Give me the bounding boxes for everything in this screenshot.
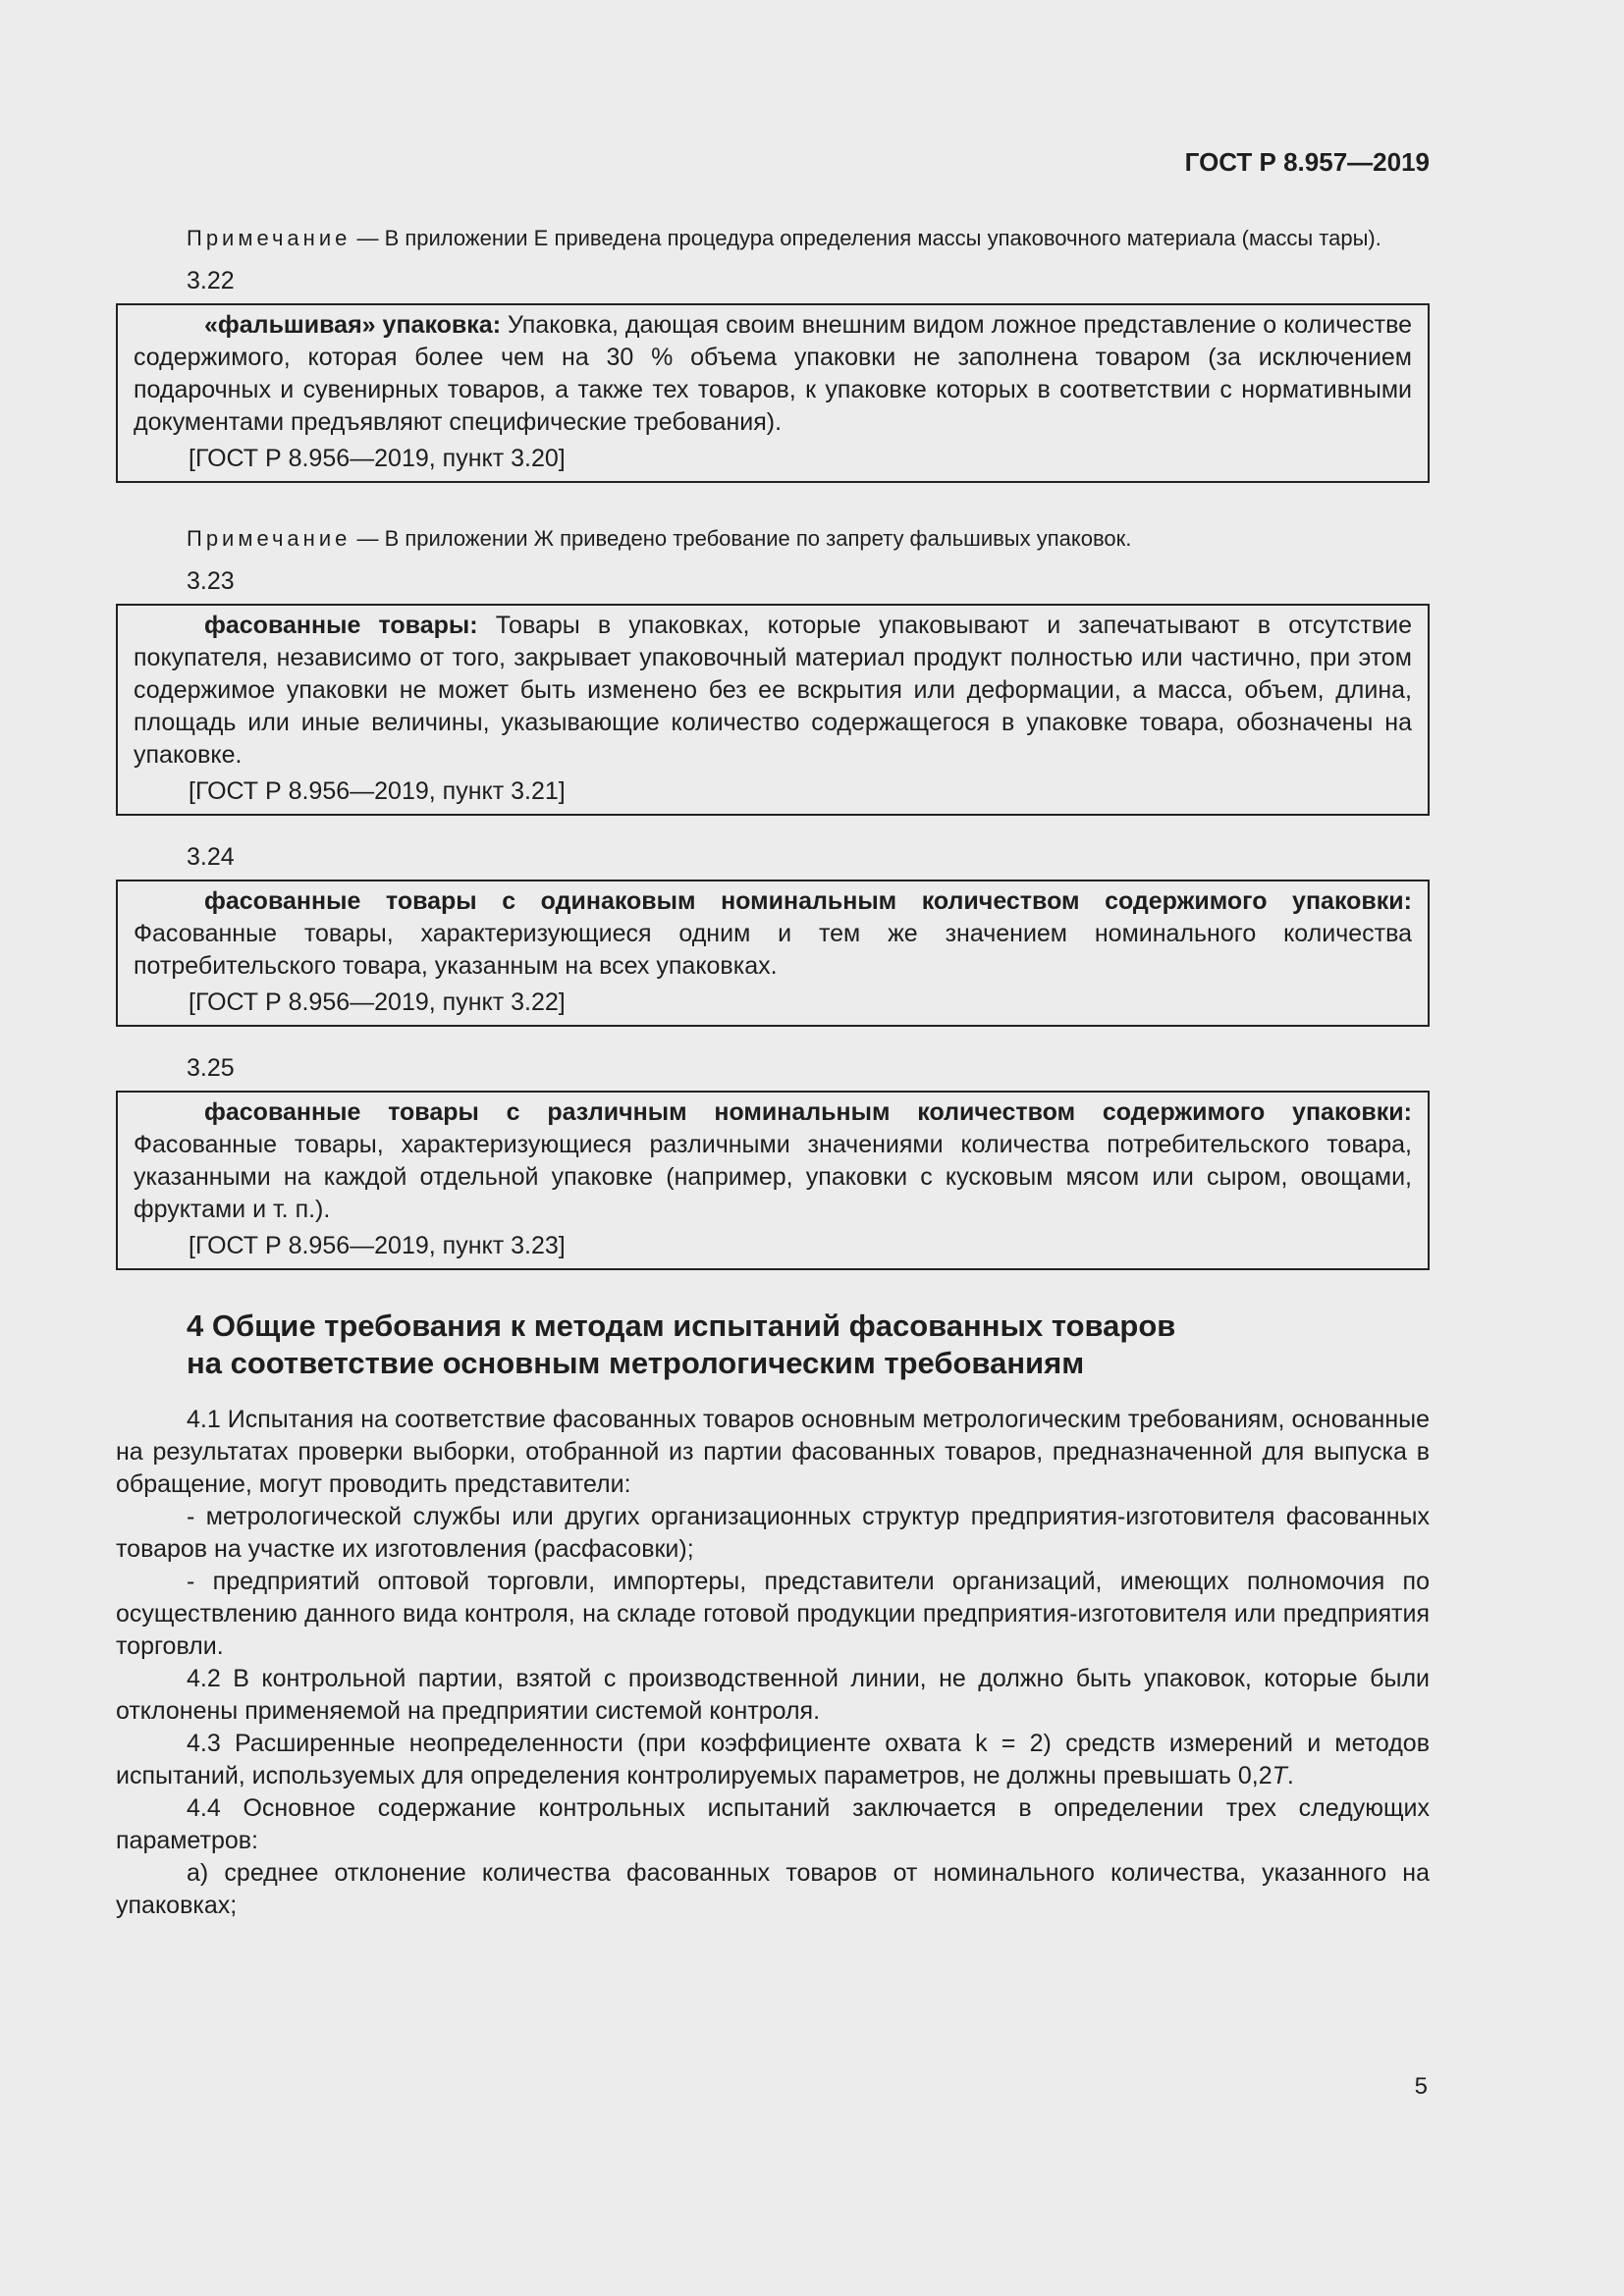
term-number: 3.23 xyxy=(187,567,235,595)
term-number: 3.25 xyxy=(187,1054,235,1082)
paragraph-4-2: 4.2 В контрольной партии, взятой с производственной линии, не должно быть упаковок, которые были отклонены применяемой на предприятии системой контроля. xyxy=(116,1665,1430,1725)
section-4-heading xyxy=(116,1308,1430,1382)
term-box-3-22 xyxy=(116,303,1430,483)
list-item: - предприятий оптовой торговли, импортеры, представители организаций, имеющих полномочия по осуществлению данного вида контроля, на складе готовой продукции предприятия-изготовителя или предприятия торговли. xyxy=(116,1568,1430,1660)
term-box-3-25 xyxy=(116,1091,1430,1270)
variable-t: T xyxy=(1272,1762,1287,1789)
paragraph-4-3 xyxy=(116,1728,1430,1792)
note-text: — В приложении Ж приведено требование по запрету фальшивых упаковок. xyxy=(351,526,1132,551)
term-source: [ГОСТ Р 8.956—2019, пункт 3.22] xyxy=(189,988,566,1016)
section-title-line: 4 Общие требования к методам испытаний фасованных товаров xyxy=(187,1308,1176,1343)
term-box-3-23 xyxy=(116,604,1430,816)
page-number: 5 xyxy=(1414,2073,1428,2100)
term-name: фасованные товары с одинаковым номинальным количеством содержимого упаковки: xyxy=(204,887,1412,915)
term-number: 3.24 xyxy=(187,843,235,871)
document-code: ГОСТ Р 8.957—2019 xyxy=(1184,147,1430,177)
paragraph-end: . xyxy=(1286,1762,1294,1789)
term-box-3-24 xyxy=(116,880,1430,1027)
term-name: фасованные товары: xyxy=(204,612,478,639)
paragraph-4-1: 4.1 Испытания на соответствие фасованных товаров основным метрологическим требованиям, основанные на результатах проверки выборки, отобранной из партии фасованных товаров, предназначенной для выпуска в обращение, могут проводить представители: xyxy=(116,1406,1430,1498)
term-definition: Товары в упаковках, которые упаковывают и запечатывают в отсутствие покупателя, независимо от того, закрывает упаковочный материал продукт полностью или частично, при этом содержимое упаковки не может быть изменено без ее вскрытия или деформации, а масса, объем, длина, площадь или иные величины, указывающие количество содержащегося в упаковке товара, обозначены на упаковке. xyxy=(134,612,1412,769)
term-definition: Упаковка, дающая своим внешним видом ложное представление о количестве содержимого, которая более чем на 30 % объема упаковки не заполнена товаром (за исключением подарочных и сувенирных товаров, а также тех товаров, к упаковке которых в соответствии с нормативными документами предъявляют специфические требования). xyxy=(134,311,1412,436)
paragraph-text: 4.3 Расширенные неопределенности (при коэффициенте охвата k = 2) средств измерений и методов испытаний, используемых для определения контролируемых параметров, не должны превышать 0,2 xyxy=(116,1730,1430,1789)
term-definition: Фасованные товары, характеризующиеся одним и тем же значением номинального количества потребительского товара, указанным на всех упаковках. xyxy=(134,920,1412,980)
term-name: фасованные товары с различным номинальным количеством содержимого упаковки: xyxy=(204,1098,1412,1126)
list-item: - метрологической службы или других организационных структур предприятия-изготовителя фасованных товаров на участке их изготовления (расфасовки); xyxy=(116,1503,1430,1563)
note-zh xyxy=(116,524,1430,554)
section-title-line: на соответствие основным метрологическим требованиям xyxy=(187,1346,1085,1380)
term-source: [ГОСТ Р 8.956—2019, пункт 3.20] xyxy=(189,445,566,472)
term-definition: Фасованные товары, характеризующиеся различными значениями количества потребительского товара, указанными на каждой отдельной упаковке (например, упаковки с кусковым мясом или сыром, овощами, фруктами и т. п.). xyxy=(134,1131,1412,1223)
term-source: [ГОСТ Р 8.956—2019, пункт 3.23] xyxy=(189,1232,566,1259)
note-label: Примечание xyxy=(187,526,352,551)
term-name: «фальшивая» упаковка: xyxy=(204,311,502,339)
term-number: 3.22 xyxy=(187,267,235,294)
note-e xyxy=(116,224,1430,253)
term-source: [ГОСТ Р 8.956—2019, пункт 3.21] xyxy=(189,777,566,805)
note-label: Примечание xyxy=(187,226,352,250)
list-item: а) среднее отклонение количества фасованных товаров от номинального количества, указанного на упаковках; xyxy=(116,1859,1430,1919)
page-content xyxy=(116,224,1430,1922)
note-text: — В приложении Е приведена процедура определения массы упаковочного материала (массы тары). xyxy=(351,226,1381,250)
paragraph-4-4: 4.4 Основное содержание контрольных испытаний заключается в определении трех следующих параметров: xyxy=(116,1794,1430,1854)
